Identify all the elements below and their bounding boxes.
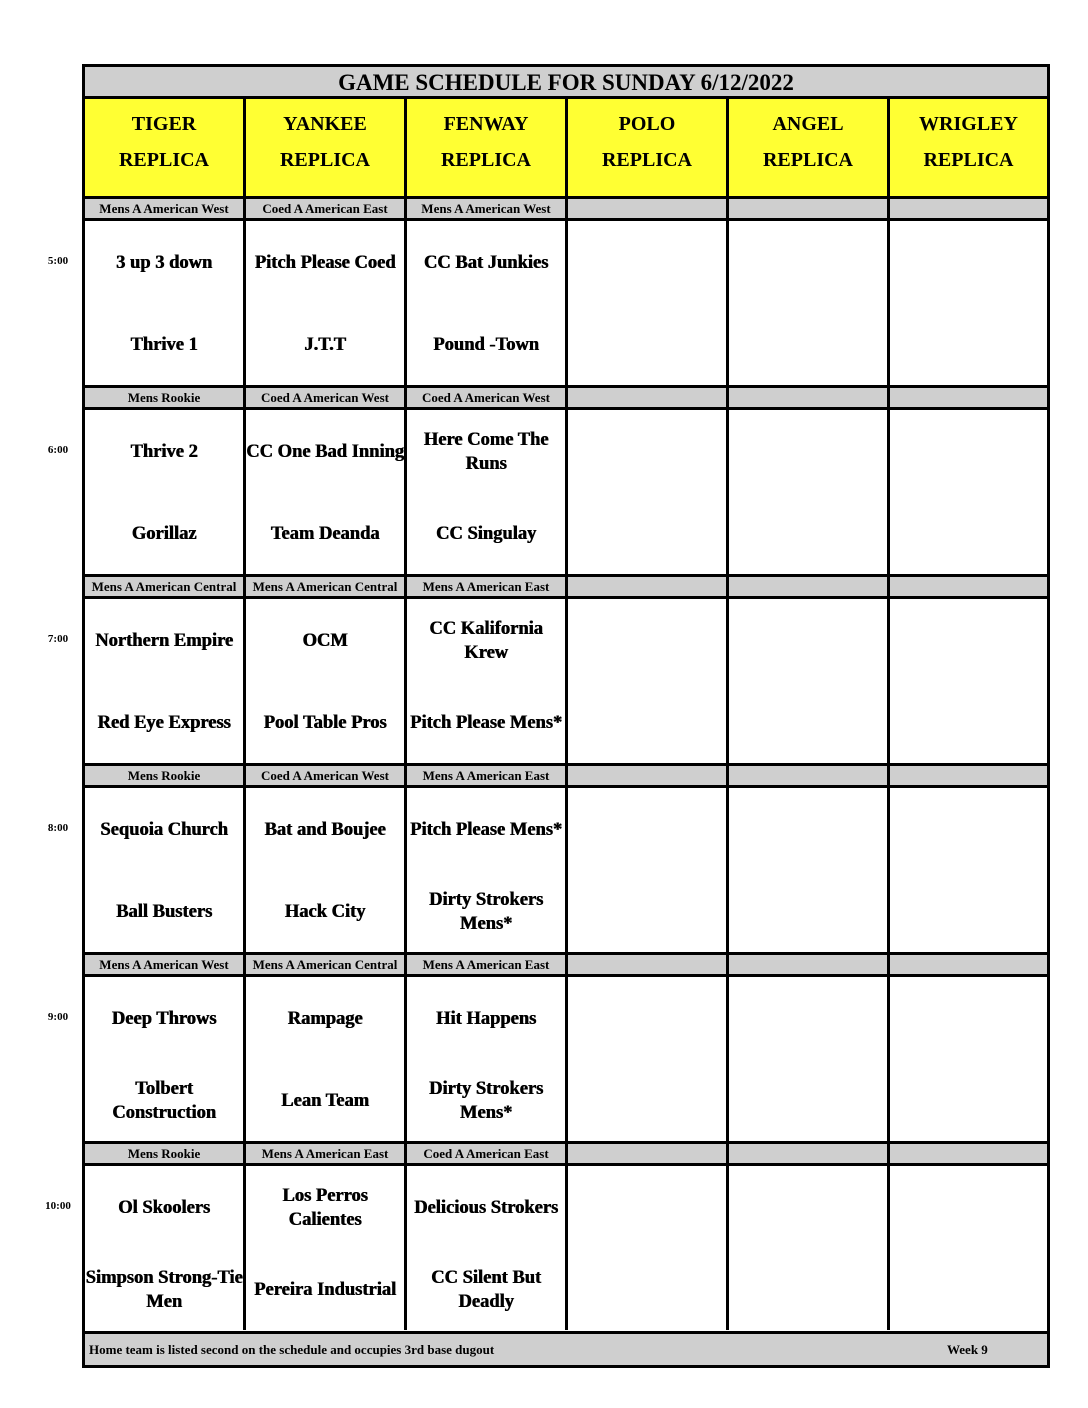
home-team: CC Silent But Deadly [431,1268,541,1312]
field-subtitle: REPLICA [762,149,853,171]
home-team: Simpson Strong-Tie Men [85,1268,243,1312]
field-name: ANGEL [772,113,844,135]
home-team [890,882,1047,942]
division-label: Mens A American Central [246,955,407,974]
home-team: Dirty Strokers Mens* [428,1079,544,1123]
home-team: Red Eye Express [97,713,231,733]
game-cell [246,599,407,763]
field-subtitle: REPLICA [440,149,531,171]
game-cell [407,410,568,574]
week-label: Week 9 [947,1342,988,1357]
division-label [890,199,1047,218]
away-team: Pitch Please Mens* [409,820,563,840]
game-cell [407,221,568,385]
division-label: Coed A American East [407,1144,568,1163]
home-team [568,882,726,942]
game-cell [85,977,246,1141]
division-label: Mens A American Central [85,577,246,596]
away-team: Northern Empire [95,631,233,651]
away-team: 3 up 3 down [115,253,213,273]
division-row [85,199,1047,221]
time-label: 5:00 [47,255,69,267]
field-header-1 [246,99,407,199]
game-cell [85,599,246,763]
division-label: Mens A American East [407,955,568,974]
division-row [85,955,1047,977]
away-team [568,611,726,671]
away-team [729,800,887,860]
game-cell [890,221,1047,385]
field-header-0 [85,99,246,199]
away-team [890,989,1047,1049]
game-cell [85,221,246,385]
game-cell [246,1166,407,1330]
time-label: 9:00 [47,1011,69,1023]
game-row [85,410,1047,577]
game-row [85,221,1047,388]
home-team: Pitch Please Mens* [409,713,563,733]
home-team: Team Deanda [270,524,380,544]
game-cell [407,1166,568,1330]
field-subtitle: REPLICA [279,149,370,171]
time-label: 6:00 [47,444,69,456]
division-label: Mens Rookie [85,388,246,407]
division-label [890,766,1047,785]
game-cell [85,788,246,952]
away-team [890,233,1047,293]
division-row [85,766,1047,788]
away-team: CC Kalifornia Krew [429,619,543,663]
game-cell [407,977,568,1141]
field-name: POLO [618,113,676,135]
game-cell [568,788,729,952]
home-team [890,1071,1047,1131]
schedule-title: GAME SCHEDULE FOR SUNDAY 6/12/2022 [85,67,1047,99]
away-team: Thrive 2 [130,442,198,462]
division-label [568,1144,729,1163]
game-row [85,599,1047,766]
division-label [568,955,729,974]
division-label: Mens A American East [407,766,568,785]
division-label [729,199,890,218]
home-team: Dirty Strokers Mens* [428,890,544,934]
home-team: Tolbert Construction [112,1079,216,1123]
home-team [729,693,887,753]
away-team: CC One Bad Inning [246,442,404,462]
away-team [890,422,1047,482]
home-team: Ball Busters [115,902,213,922]
home-team [890,315,1047,375]
away-team: Sequoia Church [100,820,228,840]
home-team [729,504,887,564]
game-row [85,1166,1047,1334]
away-team: Ol Skoolers [118,1198,210,1218]
away-team: Rampage [287,1009,363,1029]
home-team [568,315,726,375]
away-team: Here Come The Runs [423,430,549,474]
game-cell [729,221,890,385]
away-team [729,422,887,482]
home-team: Pereira Industrial [254,1280,396,1300]
away-team: Delicious Strokers [413,1198,559,1218]
home-team: Gorillaz [131,524,197,544]
field-name: TIGER [131,113,197,135]
division-label: Mens A American West [407,199,568,218]
home-team [568,1071,726,1131]
field-name: YANKEE [283,113,367,135]
field-subtitle: REPLICA [118,149,209,171]
away-team [729,611,887,671]
division-label: Coed A American East [246,199,407,218]
game-cell [85,410,246,574]
home-team: Thrive 1 [130,335,198,355]
game-cell [729,1166,890,1330]
field-name: WRIGLEY [919,113,1018,135]
division-label [729,1144,890,1163]
game-cell [246,410,407,574]
home-team [729,1071,887,1131]
away-team [729,989,887,1049]
away-team [568,1178,726,1238]
away-team: Los Perros Calientes [282,1186,368,1230]
field-subtitle: REPLICA [601,149,692,171]
field-header-4 [729,99,890,199]
division-label: Mens A American West [85,199,246,218]
time-label: 7:00 [47,633,69,645]
division-label: Mens A American Central [246,577,407,596]
away-team [568,800,726,860]
game-cell [407,599,568,763]
away-team: Pitch Please Coed [254,253,396,273]
division-label: Mens Rookie [85,766,246,785]
home-team [729,315,887,375]
division-label [729,955,890,974]
field-header-5 [890,99,1047,199]
time-label: 8:00 [47,822,69,834]
game-cell [568,410,729,574]
game-cell [407,788,568,952]
division-label [568,199,729,218]
home-team: J.T.T [304,335,346,355]
home-team [890,504,1047,564]
game-row [85,788,1047,955]
game-cell [568,1166,729,1330]
home-team [568,1260,726,1320]
division-label [568,766,729,785]
home-team [568,504,726,564]
division-row [85,388,1047,410]
game-cell [85,1166,246,1330]
division-row [85,1144,1047,1166]
division-label: Coed A American West [407,388,568,407]
game-cell [568,977,729,1141]
division-label [890,955,1047,974]
footer-bar [85,1334,1047,1365]
division-label: Coed A American West [246,766,407,785]
away-team [890,800,1047,860]
division-label [890,577,1047,596]
game-cell [246,977,407,1141]
division-label: Coed A American West [246,388,407,407]
division-label: Mens A American West [85,955,246,974]
time-label: 10:00 [45,1200,71,1212]
division-label [890,1144,1047,1163]
division-label [568,388,729,407]
home-team: Pound -Town [433,335,539,355]
game-cell [246,221,407,385]
away-team: Hit Happens [435,1009,537,1029]
away-team [890,611,1047,671]
schedule-table [82,64,1050,1368]
away-team: OCM [302,631,348,651]
game-cell [890,977,1047,1141]
division-row [85,577,1047,599]
home-team [890,693,1047,753]
game-cell [568,221,729,385]
home-team: Pool Table Pros [263,713,387,733]
game-cell [729,788,890,952]
field-name: FENWAY [443,113,529,135]
away-team [729,1178,887,1238]
division-label: Mens A American East [407,577,568,596]
home-team [890,1260,1047,1320]
away-team: CC Bat Junkies [423,253,549,273]
game-cell [246,788,407,952]
field-subtitle: REPLICA [923,149,1014,171]
game-cell [729,410,890,574]
away-team: Deep Throws [111,1009,217,1029]
home-team [729,882,887,942]
game-cell [890,788,1047,952]
division-label: Mens A American East [246,1144,407,1163]
division-label: Mens Rookie [85,1144,246,1163]
home-team: Lean Team [281,1091,369,1111]
division-label [729,577,890,596]
game-cell [890,410,1047,574]
game-cell [729,599,890,763]
home-team: Hack City [284,902,366,922]
game-cell [729,977,890,1141]
field-header-2 [407,99,568,199]
game-row [85,977,1047,1144]
division-label [568,577,729,596]
footer-note: Home team is listed second on the schedule and occupies 3rd base dugout [89,1342,495,1357]
home-team [568,693,726,753]
home-team [729,1260,887,1320]
away-team [729,233,887,293]
division-label [729,766,890,785]
away-team: Bat and Boujee [264,820,386,840]
home-team: CC Singulay [435,524,537,544]
game-cell [568,599,729,763]
away-team [890,1178,1047,1238]
away-team [568,233,726,293]
game-cell [890,1166,1047,1330]
field-header-3 [568,99,729,199]
away-team [568,989,726,1049]
game-cell [890,599,1047,763]
away-team [568,422,726,482]
division-label [890,388,1047,407]
division-label [729,388,890,407]
